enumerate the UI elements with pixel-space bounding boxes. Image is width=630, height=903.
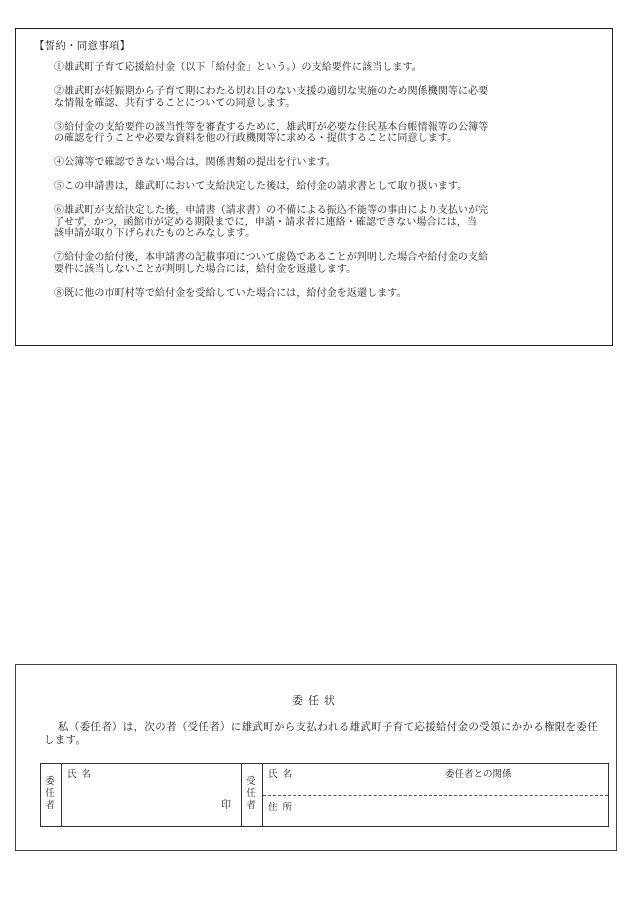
delegate-label-char: 任 xyxy=(246,788,256,799)
pledge-item-4 xyxy=(54,157,594,169)
pledge-item-line: ④公簿等で確認できない場合は，関係書類の提出を行います。 xyxy=(54,157,336,168)
delegation-title: 委任状 xyxy=(292,694,340,707)
delegation-statement: 私（委任者）は，次の者（受任者）に雄武町から支払われる雄武町子育て応援給付金の受領にかかる権限を委任します。 xyxy=(44,721,598,746)
pledge-item-line: の確認を行うことや必要な資料を他の行政機関等に求める・提供することに同意します。 xyxy=(54,133,458,144)
pledge-item-line: 了せず，かつ，函館市が定める期限までに，申請・請求者に連絡・確認できない場合には，当 xyxy=(54,216,477,228)
pledge-list xyxy=(54,62,594,312)
pledge-item-6 xyxy=(54,205,594,240)
delegator-label xyxy=(44,776,56,812)
delegation-form xyxy=(15,664,617,851)
table-divider xyxy=(61,764,62,826)
pledge-item-line: 要件に該当しないことが判明した場合には，給付金を返還します。 xyxy=(54,263,357,275)
pledge-item-5 xyxy=(54,181,594,193)
pledge-item-line: ⑦給付金の給付後，本申請書の記載事項について虚偽であることが判明した場合や給付金の支給 xyxy=(54,252,489,263)
address-label: 住 所 xyxy=(268,802,294,813)
pledge-item-8 xyxy=(54,288,594,300)
delegator-label-char: 者 xyxy=(45,800,55,811)
pledge-item-line: ①雄武町子育て応援給付金（以下「給付金」という。）の支給要件に該当します。 xyxy=(54,62,422,73)
pledge-item-line: ⑧既に他の市町村等で給付金を受給していた場合には，給付金を返還します。 xyxy=(54,287,407,299)
table-divider xyxy=(241,764,242,826)
pledge-item-7 xyxy=(54,252,594,275)
delegate-name-label: 氏 名 xyxy=(268,769,294,780)
pledge-item-line: な情報を確認、共有することについての同意します。 xyxy=(54,97,296,109)
delegation-table xyxy=(40,763,609,827)
delegator-label-char: 任 xyxy=(45,788,55,799)
pledge-item-line: ③給付金の支給要件の該当性等を審査するために，雄武町が必要な住民基本台帳情報等の公簿等 xyxy=(54,121,489,133)
delegator-label-char: 委 xyxy=(45,776,55,787)
relation-label: 委任者との関係 xyxy=(445,769,512,780)
pledge-heading: 【誓約・同意事項】 xyxy=(34,40,131,52)
delegate-label xyxy=(245,776,257,812)
pledge-item-3 xyxy=(54,122,594,145)
seal-mark: 印 xyxy=(221,800,231,811)
pledge-item-line: ⑥雄武町が支給決定した後，申請書（請求書）の不備による振込不能等の事由により支払いが完 xyxy=(54,205,489,216)
row-divider xyxy=(263,795,608,796)
pledge-item-line: 該申請が取り下げられたものとみなします。 xyxy=(54,228,256,239)
delegate-label-char: 受 xyxy=(246,776,256,787)
pledge-item-line: ②雄武町が妊娠期から子育て期にわたる切れ目のない支援の適切な実施のため関係機関等に必要 xyxy=(54,86,489,97)
pledge-item-2 xyxy=(54,86,594,109)
delegate-label-char: 者 xyxy=(246,800,256,811)
pledge-item-line: ⑤この申請書は，雄武町において支給決定した後は，給付金の請求書として取り扱います。 xyxy=(54,181,468,192)
pledge-item-1 xyxy=(54,62,594,74)
delegator-name-label: 氏 名 xyxy=(67,769,93,780)
pledge-section xyxy=(15,28,613,346)
